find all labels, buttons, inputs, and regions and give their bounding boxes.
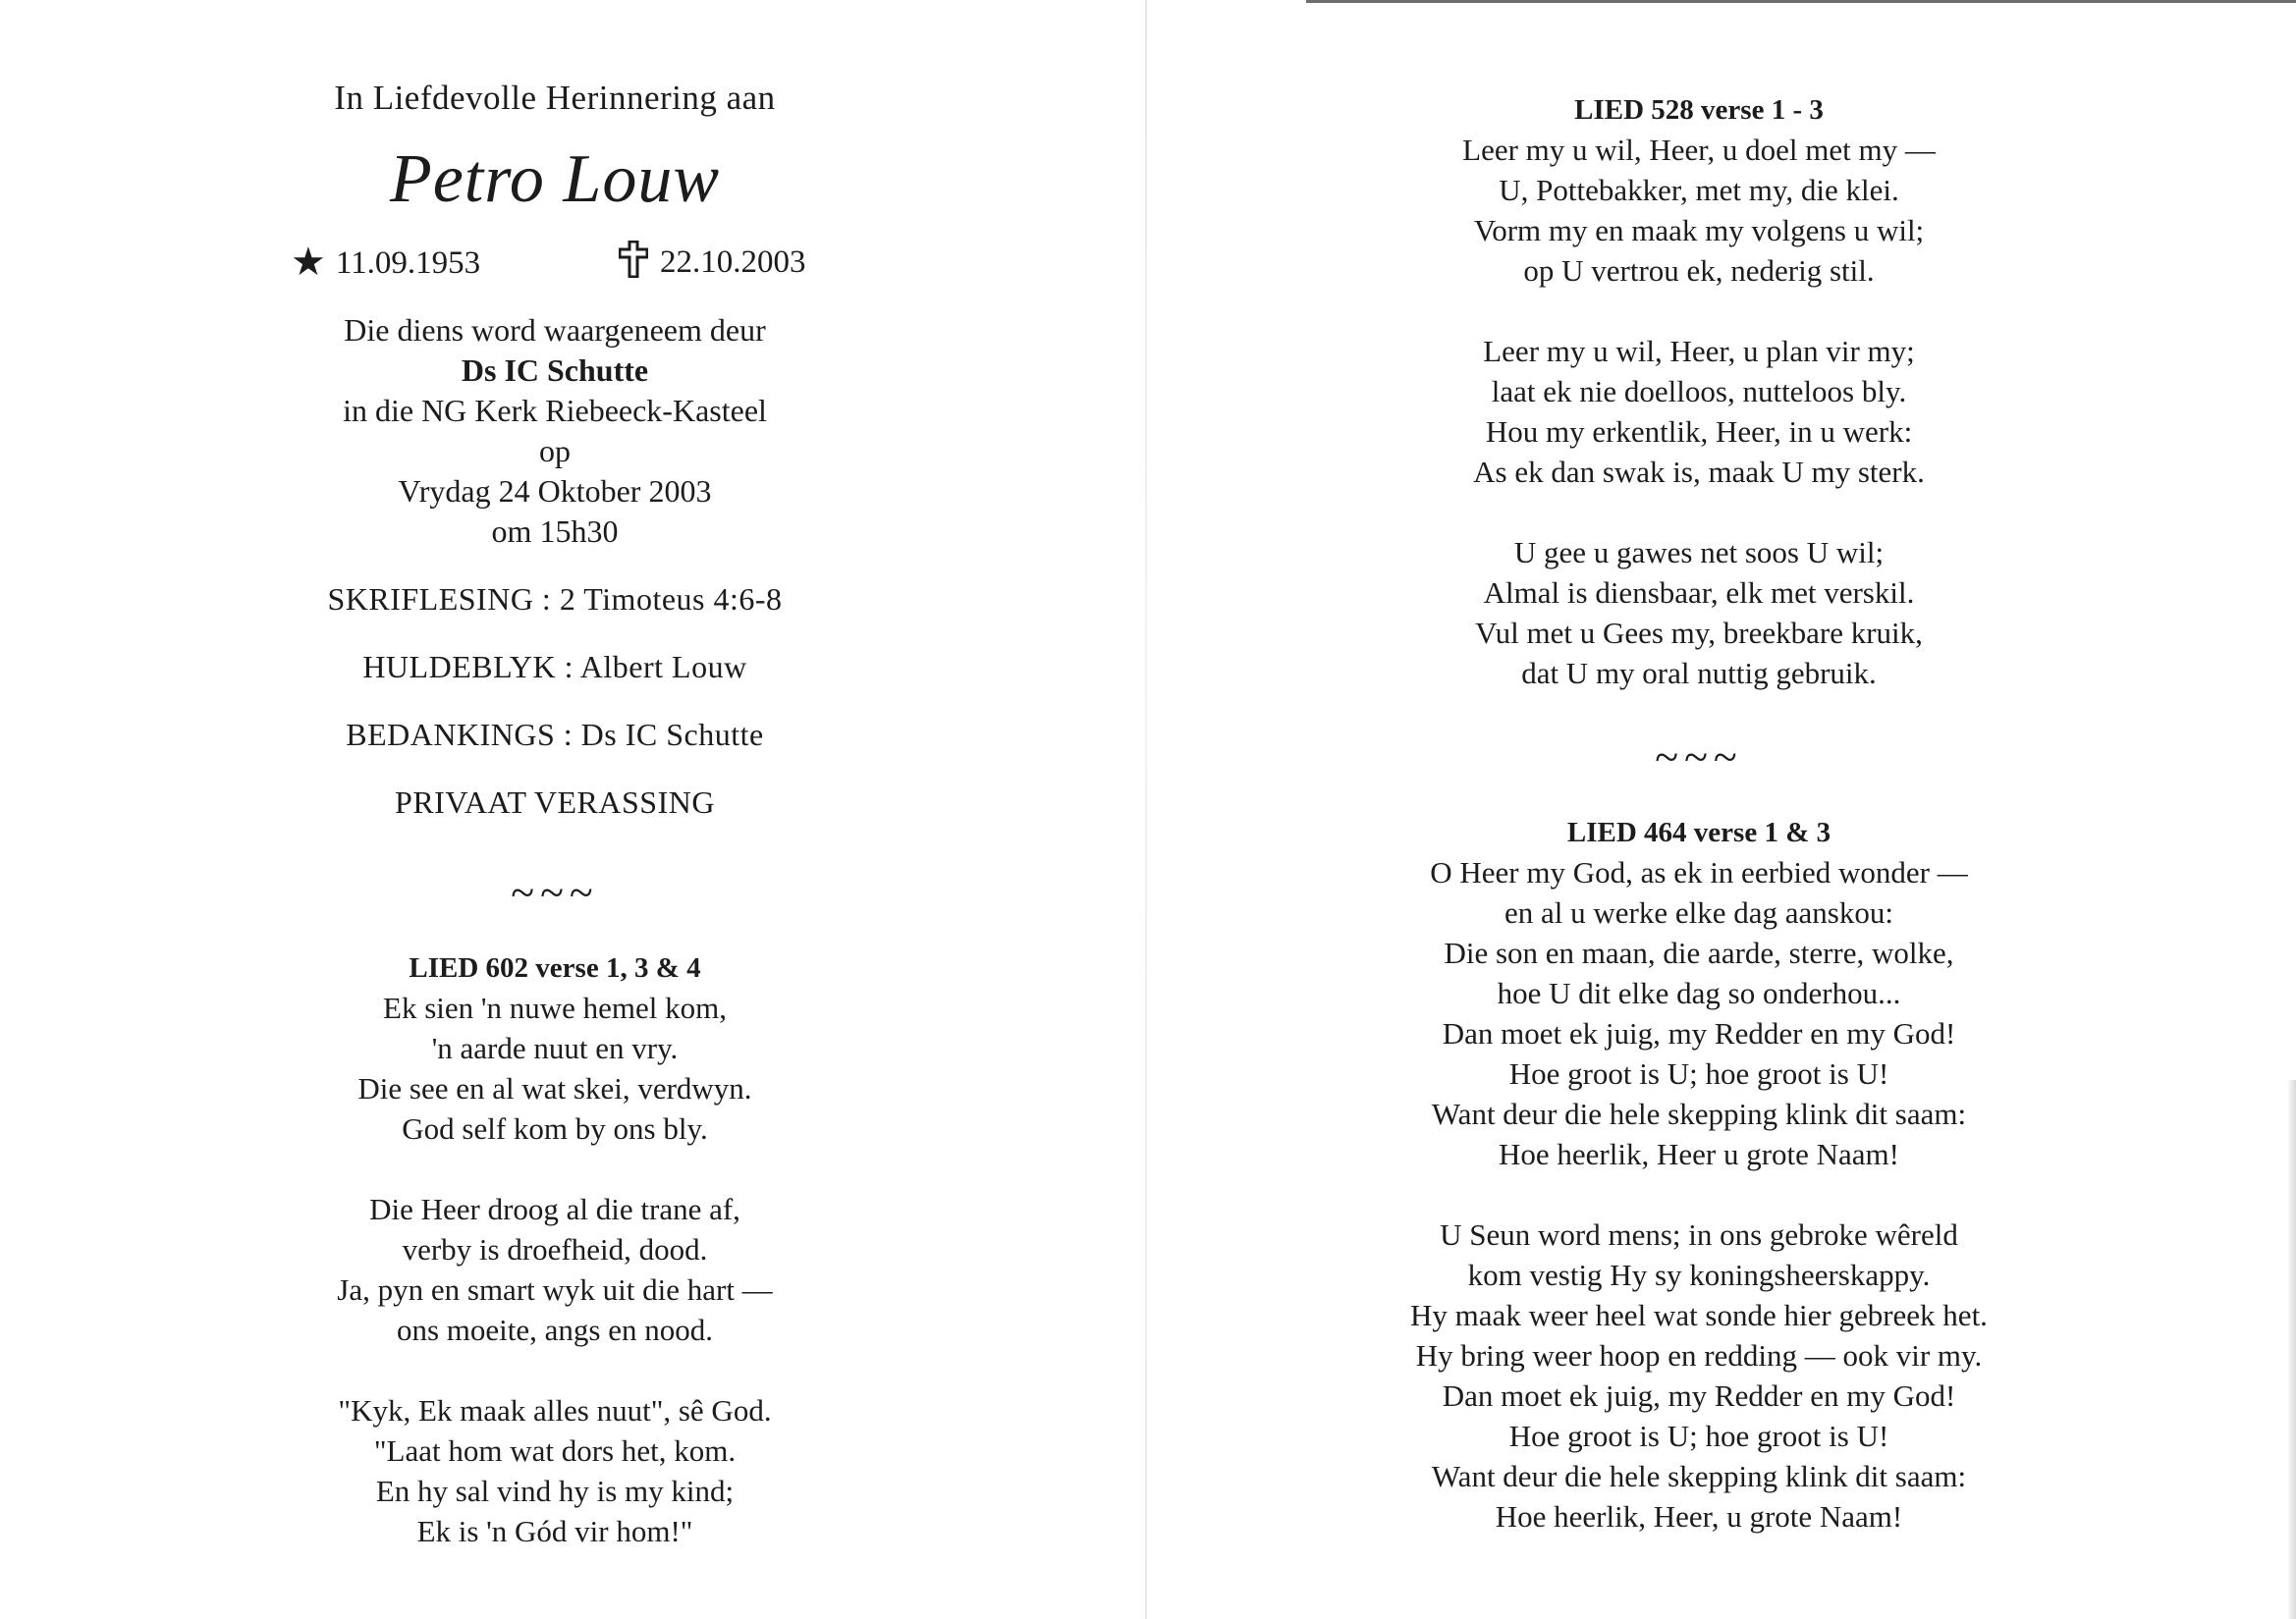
verse-line: Hoe groot is U; hoe groot is U! <box>1508 1056 1889 1091</box>
right-page <box>1145 0 2296 1619</box>
hymn-verse <box>255 988 854 1149</box>
hymn-verse <box>1375 1214 2023 1537</box>
minister-name: Ds IC Schutte <box>461 352 649 388</box>
verse-line: hoe U dit elke dag so onderhou... <box>1497 976 1901 1010</box>
service-date: Vrydag 24 Oktober 2003 <box>398 473 712 509</box>
verse-line: Hy maak weer heel wat sonde hier gebreek het. <box>1410 1298 1988 1332</box>
verse-line: Hou my erkentlik, Heer, in u werk: <box>1485 414 1913 449</box>
hymn-verse <box>255 1189 854 1350</box>
death-date-group <box>619 236 806 295</box>
tilde-separator: ~~~ <box>1655 733 1743 782</box>
service-details <box>255 310 854 552</box>
service-location: in die NG Kerk Riebeeck-Kasteel <box>343 393 767 428</box>
birth-date: 11.09.1953 <box>335 245 481 281</box>
verse-line: En hy sal vind hy is my kind; <box>375 1474 735 1508</box>
service-time: om 15h30 <box>491 513 619 549</box>
verse-line: Dan moet ek juig, my Redder en my God! <box>1442 1016 1956 1051</box>
verse-line: Want deur die hele skepping klink dit saam: <box>1431 1097 1967 1131</box>
verse-line: U gee u gawes net soos U wil; <box>1513 535 1885 569</box>
verse-line: Ja, pyn en smart wyk uit die hart — <box>337 1272 773 1307</box>
verse-line: 'n aarde nuut en vry. <box>431 1031 679 1065</box>
verse-line: Ek sien 'n nuwe hemel kom, <box>383 991 727 1025</box>
tribute: HULDEBLYK : Albert Louw <box>362 649 747 684</box>
verse-line: dat U my oral nuttig gebruik. <box>1521 656 1877 690</box>
verse-line: op U vertrou ek, nederig stil. <box>1523 253 1875 288</box>
verse-line: Want deur die hele skepping klink dit saam: <box>1431 1459 1967 1493</box>
memorial-intro: In Liefdevolle Herinnering aan <box>334 79 776 117</box>
verse-line: kom vestig Hy sy koningsheerskappy. <box>1467 1258 1931 1292</box>
verse-line: Hoe heerlik, Heer u grote Naam! <box>1499 1137 1899 1171</box>
verse-line: "Kyk, Ek maak alles nuut", sê God. <box>338 1393 772 1428</box>
star-icon: ★ <box>291 240 326 284</box>
hymn-title: LIED 528 verse 1 - 3 <box>1574 94 1824 126</box>
service-line: Die diens word waargeneem deur <box>344 312 766 348</box>
hymn-verse <box>1375 532 2023 693</box>
scripture-reading: SKRIFLESING : 2 Timoteus 4:6-8 <box>327 581 783 617</box>
verse-line: en al u werke elke dag aanskou: <box>1504 895 1893 930</box>
verse-line: Leer my u wil, Heer, u plan vir my; <box>1483 334 1915 368</box>
hymn-title: LIED 602 verse 1, 3 & 4 <box>409 952 701 984</box>
verse-line: Dan moet ek juig, my Redder en my God! <box>1442 1378 1956 1413</box>
verse-line: Vorm my en maak my volgens u wil; <box>1473 213 1925 247</box>
left-column <box>255 75 854 1551</box>
verse-line: Hoe groot is U; hoe groot is U! <box>1508 1419 1889 1453</box>
verse-line: verby is droefheid, dood. <box>402 1232 708 1267</box>
verse-line: ons moeite, angs en nood. <box>396 1313 713 1347</box>
hymn-verse <box>1375 130 2023 291</box>
right-column <box>1375 90 2023 1537</box>
birth-date-group <box>291 236 480 290</box>
verse-line: U, Pottebakker, met my, die klei. <box>1499 173 1899 207</box>
death-date: 22.10.2003 <box>660 244 806 280</box>
verse-line: As ek dan swak is, maak U my sterk. <box>1473 455 1925 489</box>
verse-line: Die son en maan, die aarde, sterre, wolke, <box>1444 936 1954 970</box>
verse-line: Die Heer droog al die trane af, <box>369 1192 740 1226</box>
hymn-verse <box>255 1390 854 1551</box>
hymn-verse <box>1375 852 2023 1174</box>
hymn-verse <box>1375 331 2023 492</box>
verse-line: Hy bring weer hoop en redding — ook vir my. <box>1415 1338 1983 1373</box>
cross-icon <box>619 241 648 295</box>
verse-line: "Laat hom wat dors het, kom. <box>373 1433 737 1468</box>
hymn-title: LIED 464 verse 1 & 3 <box>1566 817 1831 848</box>
left-page <box>0 0 1145 1619</box>
service-line: op <box>539 433 571 468</box>
verse-line: Vul met u Gees my, breekbare kruik, <box>1475 616 1923 650</box>
tilde-separator: ~~~ <box>511 869 599 917</box>
verse-line: Almal is diensbaar, elk met verskil. <box>1483 575 1915 610</box>
verse-line: O Heer my God, as ek in eerbied wonder — <box>1430 855 1968 890</box>
verse-line: U Seun word mens; in ons gebroke wêreld <box>1440 1217 1958 1252</box>
dates-row <box>255 236 854 289</box>
cremation-note: PRIVAAT VERASSING <box>395 784 715 820</box>
verse-line: Hoe heerlik, Heer, u grote Naam! <box>1495 1499 1903 1534</box>
verse-line: Leer my u wil, Heer, u doel met my — <box>1462 133 1936 167</box>
verse-line: God self kom by ons bly. <box>402 1111 708 1146</box>
deceased-name: Petro Louw <box>389 141 721 217</box>
verse-line: Die see en al wat skei, verdwyn. <box>357 1071 752 1106</box>
thanks: BEDANKINGS : Ds IC Schutte <box>346 717 764 752</box>
verse-line: Ek is 'n Gód vir hom!" <box>416 1514 693 1548</box>
verse-line: laat ek nie doelloos, nutteloos bly. <box>1491 374 1907 408</box>
